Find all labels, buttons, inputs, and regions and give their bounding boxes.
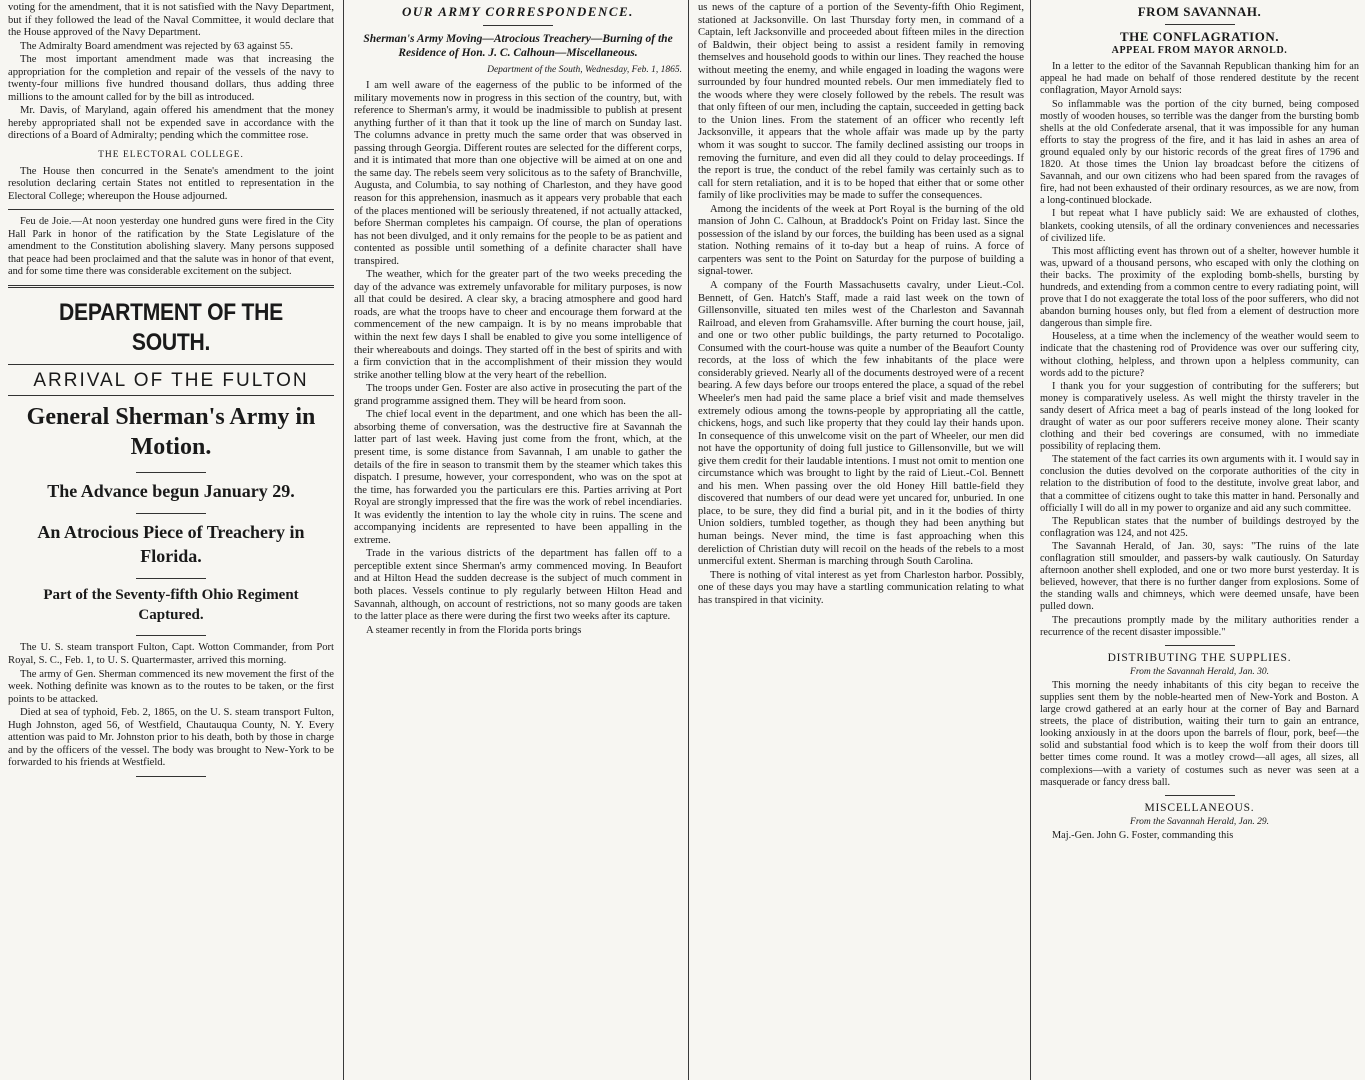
paragraph: The weather, which for the greater part of the two weeks preceding the day of the advance was extremely unfavorable for military purposes, is now all that could be desired. A clear sky, a bracing atmosphere and good hard roads, are what the troops have to cheer and encourage them forward at the commencement of the new campaign. It is by no means improbable that within the next few days I shall be enabled to give you some intelligence of their whereabouts and doings. They started off in the best of spirits and with a firm conviction that in the accomplishment of their mission they would strike another telling blow at the very heart of the rebellion. [354,269,682,381]
heading-supplies: DISTRIBUTING THE SUPPLIES. [1107,651,1292,664]
paragraph: The troops under Gen. Foster are also active in prosecuting the part of the grand programme assigned them. They will be heard from soon. [354,383,682,407]
paragraph: Maj.-Gen. John G. Foster, commanding this [1052,829,1234,841]
heading-miscellaneous: MISCELLANEOUS. [1144,801,1255,814]
divider [1165,795,1235,796]
divider [8,364,334,365]
paragraph: There is nothing of vital interest as yet from Charleston harbor. Possibly, one of these days you may have a startling communication relating to what has transpired in that vicinity. [698,569,1024,606]
headline-sherman: General Sherman's Army in Motion. [26,404,316,461]
paragraph: I am well aware of the eagerness of the public to be informed of the military movements now in progress in this section of the country, but, with reference to Sherman's army, it would be inadmissible to publish at present anything further of it than that it took up the line of march on Sunday last. The columns advance in pretty much the same order that was observed in passing through Georgia. Different routes are selected for the different corps, and it is intimated that more than one objective will be aimed at on one and the same day. The rebels seem very solicitous as to the safety of Branchville, Augusta, and Columbia, to say nothing of Charleston, and they have good reason for this apprehension, inasmuch as it appears very probable that each of the places mentioned will be seriously threatened, if not actually attacked, before Sherman completes his campaign. Of course, the plan of operations has not been divulged, and it only remains for the people to be as patient and contented as possible until something of a definite character shall have transpired. [354,80,682,267]
dateline: Department of the South, Wednesday, Feb. 1, 1865. [487,64,682,75]
paragraph: The House then concurred in the Senate's amendment to the joint resolution declaring certain States not entitled to representation in the Electoral College; whereupon the House adjourned. [8,165,334,202]
headline-advance: The Advance begun January 29. [47,481,295,502]
headline-arrival: ARRIVAL OF THE FULTON [33,369,309,391]
divider [136,776,206,777]
paragraph: voting for the amendment, that it is not satisfied with the Navy Department, but if they followed the lead of the Naval Committee, it would declare that the House approved of the Navy Department. [8,2,334,39]
paragraph: Trade in the various districts of the department has fallen off to a perceptible extent since Sherman's army commenced moving. In Beaufort and at Hilton Head the sudden decrease is the subject of much comment in both places. Vessels continue to ply regularly between Hilton Head and Savannah, although, on account of restrictions, not so many goods are taken to the latter place as there were during the first two weeks after its capture. [354,548,682,623]
source-line: From the Savannah Herald, Jan. 29. [1130,816,1269,827]
headline-regiment: Part of the Seventy-fifth Ohio Regiment Captured. [43,587,299,624]
paragraph: Among the incidents of the week at Port Royal is the burning of the old mansion of John C. Calhoun, at Braddock's Point on Friday last. Since the possession of the island by our forces, the building has been used as a signal station. Nothing remains of it to-day but a heap of ruins. A force of carpenters was sent to the Point on Saturday for the purpose of building a signal-tower. [698,203,1024,278]
heading-from-savannah: FROM SAVANNAH. [1137,4,1262,19]
paragraph: Mr. Davis, of Maryland, again offered his amendment that the money hereby appropriated shall not be expended save in accordance with the directions of a Board of Admiralty; pending which the committee rose. [8,105,334,142]
section-title: OUR ARMY CORRESPONDENCE. [402,4,634,19]
paragraph: I but repeat what I have publicly said: We are exhausted of clothes, blankets, cooking utensils, of all the ordinary conveniences and necessaries of civilized life. [1040,208,1359,244]
heading-conflagration: THE CONFLAGRATION. [1120,29,1279,45]
headline-department: DEPARTMENT OF THE SOUTH. [59,298,283,356]
paragraph: This most afflicting event has thrown out of a shelter, however humble it was, upward of a thousand persons, who escaped with only the clothing on their backs. The proximity of the exploding bomb-shells, bursting by hundreds, and extending from a common centre to every radiating point, will prove that I do not exaggerate the total loss of the poor sufferers, who did not abandon burning houses only, but fled from a element of destruction more dangerous than simple fire. [1040,245,1359,330]
heading-appeal: APPEAL FROM MAYOR ARNOLD. [1111,45,1288,57]
paragraph: The Admiralty Board amendment was rejected by 63 against 55. [20,40,294,52]
paragraph: This morning the needy inhabitants of this city began to receive the supplies sent them by the noble-hearted men of New-York and Boston. A large crowd gathered at an early hour at the corner of Bay and Barnard streets, the place of distribution, waiting their turn to gain an entrance, looking anxiously in at the doors upon the barrels of flour, pork, beef—the solid and substantial food which is to keep the wolf from their doors till better times come round. It was a motley crowd—all ages, all sizes, all complexions—with a variety of costumes such as never was seen at a masquerade or fancy dress ball. [1040,679,1359,788]
paragraph: Died at sea of typhoid, Feb. 2, 1865, on the U. S. steam transport Fulton, Hugh Johnston, aged 56, of Westfield, Chautauqua County, N. Y. Every attention was paid to Mr. Johnston prior to his death, both by those in charge and by the officers of the vessel. The body was brought to New-York to be forwarded to his friends at Westfield. [8,707,334,769]
paragraph: The chief local event in the department, and one which has been the all-absorbing theme of conversation, was the destructive fire at Savannah the latter part of last week. Having just come from the front, which, at the present time, is some distance from Savannah, I am unable to gather the details of the fire in season to transmit them by the steamer which takes this dispatch. I presume, however, your correspondent, who was on the spot at the time, has forwarded you the particulars ere this. Parties arriving at Port Royal are strongly impressed that the fire was the work of rebel incendiaries. It was evidently the intention to lay the whole city in ruins. The scene and accompanying incidents are represented to have been appalling in the extreme. [354,409,682,546]
paragraph: The precautions promptly made by the military authorities render a recurrence of the recent disaster impossible." [1040,614,1359,638]
paragraph: A company of the Fourth Massachusetts cavalry, under Lieut.-Col. Bennett, of Gen. Hatch's Staff, made a raid last week on the town of Gillensonville, situated ten miles west of the Charleston and Savannah Railroad, and eleven from Grahamsville. After burning the court house, jail, and one or two other public buildings, the party returned to Pocotaligo. Consumed with the court-house was quite a number of the Beaufort County records, at the loss of which the few inhabitants of the place were considerably grieved. Nearly all of the documents destroyed were of a recent bearing. A few days before our troops entered the place, a squad of the rebel Wheeler's men had paid the same place a brief visit and made themselves extremely odious among the towns-people by appropriating all the cattle, chickens, hogs, and such like property that they could lay their hands upon. In consequence of this unwelcome visit on the part of Wheeler, our men did not have the opportunity of doing full justice to Gillensonville, but we will give them credit for their laudable intentions. I must not omit to mention one circumstance which was brought to light by the raid of Lieut.-Col. Bennett and his men. When passing over the old Honey Hill battle-field they discovered that numbers of our dead were yet uncared for, unburied. In one place, to be sure, they did find a burial pit, and in it the bodies of thirty Union soldiers, tumbled together, as though they had been anything but human beings. Never mind, the time is fast approaching when this dereliction of Christian duty will recoil on the heads of the rebels to a most unmerciful extent. Sherman is marching through South Carolina. [698,280,1024,568]
paragraph: I thank you for your suggestion of contributing for the sufferers; but money is comparatively useless. As well might the thirsty traveler in the sandy desert of Africa meet a bag of pearls instead of the long looked for draught of water as our poor sufferers receive money alone. Their scanty clothing and their bed coverings are consumed, with no immediate possibility of replacing them. [1040,380,1359,453]
divider [136,635,206,636]
paragraph: The most important amendment made was that increasing the appropriation for the completion and repair of the vessels of the navy to twenty-four millions five hundred thousand dollars, thus adding three millions to the amount called for by the bill as introduced. [8,54,334,103]
column-3 [690,0,1030,1080]
electoral-college-heading: THE ELECTORAL COLLEGE. [98,150,244,161]
paragraph: us news of the capture of a portion of the Seventy-fifth Ohio Regiment, stationed at Jacksonville. On last Thursday forty men, in command of a Captain, left Jacksonville and proceeded about fifteen miles in the direction of Baldwin, their object being to assist a resident family in removing themselves and household goods to within our lines. They reached the house without meeting the enemy, and while engaged in loading the wagons were surrounded by four hundred mounted rebels. Our men immediately fled to the woods where they were closely followed by the rebels. The result was that only fifteen of our men, including the captain, succeeded in getting back to the Union lines. From the statement of an officer who recently left Jacksonville, it appears that the whole affair was made up by the party whom it was sought to succor. The family declined assisting our troops in removing the furniture, and even did all they could to delay proceedings. If the report is true, the conduct of the rebel family was certainly such as to call for stern retaliation, and it is to be hoped that either that or some other family of like proclivities may be made to suffer the consequences. [698,2,1024,202]
column-4 [1032,0,1365,1080]
divider [136,472,206,473]
divider [136,513,206,514]
paragraph: The Savannah Herald, of Jan. 30, says: "The ruins of the late conflagration still smoulder, and passers-by walk cautiously. On Saturday afternoon another shell exploded, and one or two more burst yesterday. It is believed, however, that there is no further danger from explosions. Some of the standing walls and chimneys, which were deemed unsafe, have been pulled down. [1040,540,1359,613]
column-rule [1030,0,1031,1080]
paragraph: The Republican states that the number of buildings destroyed by the conflagration was 124, and not 425. [1040,515,1359,539]
column-2 [346,0,688,1080]
source-line: From the Savannah Herald, Jan. 30. [1130,666,1269,677]
paragraph: In a letter to the editor of the Savannah Republican thanking him for an appeal he had made on behalf of those rendered destitute by the recent conflagration, Mayor Arnold says: [1040,61,1359,97]
column-rule [688,0,689,1080]
divider [1165,645,1235,646]
headline-treachery: An Atrocious Piece of Treachery in Florida. [37,522,305,567]
paragraph: So inflammable was the portion of the city burned, being composed mostly of wooden houses, so terrible was the danger from the bursting bomb shells at the old Confederate arsenal, that it was impossible for any human efforts to stay the progress of the fire, and it has laid in ashes an area of ground equaled only by our historic records of the great fires of 1796 and 1820. At those times the Union lay broadcast before the citizens of Savannah, and our own citizens who had been spared from the ravages of fire, had not been exhausted of their ordinary resources, as we are now, from a long-continued blockade. [1040,98,1359,207]
divider [8,209,334,210]
column-1 [0,0,340,1080]
divider [8,285,334,288]
divider [483,25,553,26]
paragraph: The army of Gen. Sherman commenced its new movement the first of the week. Nothing definite was known as to the routes to be taken, or the first points to be attacked. [8,668,334,705]
paragraph: The U. S. steam transport Fulton, Capt. Wotton Commander, from Port Royal, S. C., Feb. 1, to U. S. Quartermaster, arrived this morning. [8,642,334,667]
divider [136,578,206,579]
divider [8,395,334,396]
divider [1165,24,1235,25]
paragraph: A steamer recently in from the Florida ports brings [366,624,582,636]
paragraph: Houseless, at a time when the inclemency of the weather would seem to indicate that the chastening rod of Providence was over our suffering city, without clothing, helpless, and thrown upon a helpless community, can words add to the picture? [1040,331,1359,379]
article-subtitle: Sherman's Army Moving—Atrocious Treachery—Burning of the Residence of Hon. J. C. Calhoun—Miscellaneous. [363,32,673,59]
column-rule [343,0,344,1080]
feu-de-joie-item: Feu de Joie.—At noon yesterday one hundred guns were fired in the City Hall Park in honor of the ratification by the State Legislature of the amendment to the Constitution abolishing slavery. Many persons supposed that peace had been proclaimed and that the salute was in honor of that event, and for some time there was considerable excitement on the subject. [8,216,334,278]
paragraph: The statement of the fact carries its own arguments with it. I would say in conclusion the duties devolved on the corporate authorities of the city in relation to the distribution of food to the destitute, involve great labor, and that a committee of citizens ought to take this matter in hand. Personally and officially I will do all in my power to organize and aid any such committee. [1040,454,1359,514]
